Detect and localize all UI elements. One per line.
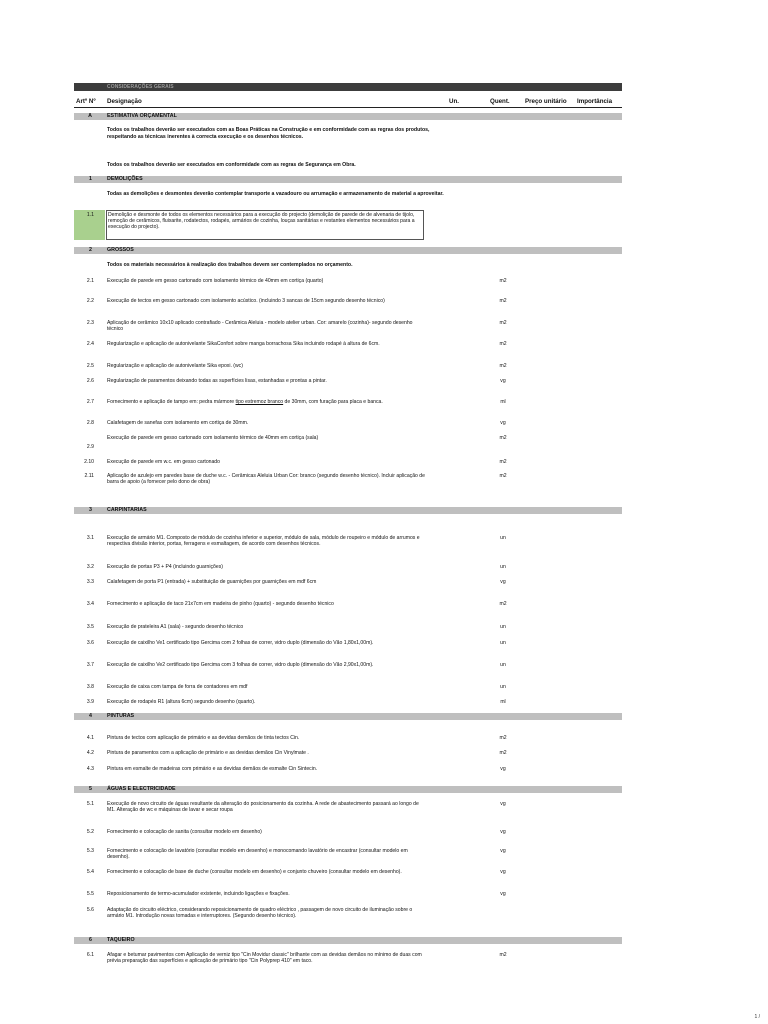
item-number: 2.1 bbox=[86, 278, 94, 284]
item-number: 4.2 bbox=[86, 750, 94, 756]
item-description: Execução de parede em w.c. em gesso cartonado bbox=[107, 459, 220, 465]
section-number: 6 bbox=[89, 937, 92, 943]
item-description: Demolição e desmonte de todos os elementos necessários para a execução do projecto (demolição de parede de de alvenaria de tijolo, remoção de cerâmicos, fluixarite, rodatectos, rodapés, armários de cozinha, louças sanitárias e restantes elementos necessários para a execução do projecto). bbox=[108, 212, 415, 231]
item-unit: m2 bbox=[499, 750, 507, 756]
item-description-underlined: tipo estremoz branco bbox=[235, 399, 284, 405]
item-unit: un bbox=[500, 564, 506, 570]
section-label: ÁGUAS E ELECTRICIDADE bbox=[107, 786, 176, 792]
title-bar bbox=[74, 83, 622, 91]
item-description: Afagar e betumar pavimentos com Aplicação de verniz tipo "Cin Movidur classic" brilhante com as devidas demãos no mínimo de duas com prévia preparação das superfícies e aplicação de primário tipo "Cin Polyprep 410" em taco. bbox=[107, 952, 422, 965]
item-unit: m2 bbox=[499, 473, 507, 479]
item-number: 4.1 bbox=[86, 735, 94, 741]
item-unit: m2 bbox=[499, 435, 507, 441]
item-number: 1.1 bbox=[86, 212, 94, 218]
item-unit: vg bbox=[500, 766, 506, 772]
page-number: 1 / bbox=[754, 1014, 760, 1020]
item-description: Aplicação de azulejo em paredes base de duche w.c. - Cerâmicas Aleluia Urban Cor: branco (segundo desenho técnico). Incluir aplicação de barra de apoio (a fornecer pelo dono de obra) bbox=[107, 473, 425, 486]
item-description-part: Fornecimento e aplicação de tampo em: pedra mármore bbox=[107, 399, 236, 405]
item-number: 5.4 bbox=[86, 869, 94, 875]
item-number: 2.8 bbox=[86, 420, 94, 426]
section-header bbox=[74, 176, 622, 183]
item-unit: vg bbox=[500, 378, 506, 384]
item-unit: vg bbox=[500, 848, 506, 854]
item-unit: un bbox=[500, 662, 506, 668]
item-description: Reposicionamento de termo-acumulador existente, incluindo ligações e fixações. bbox=[107, 891, 290, 897]
section-header bbox=[74, 713, 622, 720]
item-number: 3.3 bbox=[86, 579, 94, 585]
item-number: 5.2 bbox=[86, 829, 94, 835]
item-number: 2.10 bbox=[84, 459, 94, 465]
section-number: 1 bbox=[89, 176, 92, 182]
item-description: Execução de armário M1. Composto de módulo de cozinha inferior e superior, módulo de sala, módulo de roupeiro e módulo de arrumos e respectiva divisão interior, portas, ferragens e esmaltagem, de acordo com desenhos técnicos. bbox=[107, 535, 420, 548]
item-unit: un bbox=[500, 624, 506, 630]
section-label: TAQUEIRO bbox=[107, 937, 135, 943]
item-unit: ml bbox=[500, 699, 506, 705]
item-number: 3.2 bbox=[86, 564, 94, 570]
item-description: Execução de caixilho Ve1 certificado tipo Gercima com 2 folhas de correr, vidro duplo (dimensão do Vão 1,80x1,00m). bbox=[107, 640, 374, 646]
item-description: Adaptação do circuito eléctrico, considerando reposicionamento de quadro eléctrico , passagem de novo circuito de iluminação sobre o armário M1. Introdução novas tomadas e interruptores. (Segundo desenho técnico). bbox=[107, 907, 413, 920]
general-note: Todos os trabalhos deverão ser executados em conformidade com as regras de Segurança em Obra. bbox=[107, 162, 356, 168]
item-number: 6.1 bbox=[86, 952, 94, 958]
item-number: 3.4 bbox=[86, 601, 94, 607]
item-number: 5.3 bbox=[86, 848, 94, 854]
item-number: 3.5 bbox=[86, 624, 94, 630]
item-description: Fornecimento e colocação de sanita (consultar modelo em desenho) bbox=[107, 829, 262, 835]
item-description: Pintura de tectos com aplicação de primário e as devidas demãos de tinta tectos Cin. bbox=[107, 735, 300, 741]
section-header bbox=[74, 786, 622, 793]
section-number: 4 bbox=[89, 713, 92, 719]
item-description: Execução de tectos em gesso cartonado com isolamento acústico. (incluindo 3 sancas de 15cm segundo desenho técnico) bbox=[107, 298, 385, 304]
item-unit: vg bbox=[500, 829, 506, 835]
section-label: GROSSOS bbox=[107, 247, 134, 253]
section-number: 2 bbox=[89, 247, 92, 253]
item-number: 2.9 bbox=[86, 444, 94, 450]
item-unit: m2 bbox=[499, 278, 507, 284]
title-bar-label: CONSIDERAÇÕES GERAIS bbox=[107, 84, 174, 90]
item-unit: vg bbox=[500, 801, 506, 807]
item-number: 3.8 bbox=[86, 684, 94, 690]
section-number: 3 bbox=[89, 507, 92, 513]
item-number: 3.1 bbox=[86, 535, 94, 541]
item-number: 5.5 bbox=[86, 891, 94, 897]
item-description bbox=[107, 399, 427, 405]
item-number: 3.6 bbox=[86, 640, 94, 646]
item-description: Calafetagem de porta P1 (entrada) + substituição de guarnições por guarnições em mdf 6cm bbox=[107, 579, 317, 585]
header-un: Un. bbox=[449, 98, 459, 105]
item-description: Pintura de paramentos com a aplicação de primário e as devidas demãos Cin Vinylmate . bbox=[107, 750, 309, 756]
section-label: CARPINTARIAS bbox=[107, 507, 147, 513]
item-unit: ml bbox=[500, 399, 506, 405]
item-number: 2.7 bbox=[86, 399, 94, 405]
general-note: Todos os trabalhos deverão ser executados com as Boas Práticas na Construção e em conformidade com as regras dos produtos, respeitando as técnicas inerentes à correcta execução e os desenhos técnicos. bbox=[107, 127, 430, 140]
item-unit: m2 bbox=[499, 298, 507, 304]
item-number: 4.3 bbox=[86, 766, 94, 772]
item-description: Fornecimento e colocação de base de duche (consultar modelo em desenho) e conjunto chuveiro (consultar modelo em desenho). bbox=[107, 869, 402, 875]
section-number: 5 bbox=[89, 786, 92, 792]
item-number: 3.7 bbox=[86, 662, 94, 668]
header-quant: Quent. bbox=[490, 98, 510, 105]
item-number: 2.11 bbox=[84, 473, 94, 479]
item-description: Execução de parede em gesso cartonado com isolamento térmico de 40mm em cortiça (sala) bbox=[107, 435, 319, 441]
item-unit: m2 bbox=[499, 952, 507, 958]
item-description: Execução de caixilho Ve2 certificado tipo Gercima com 3 folhas de correr, vidro duplo (dimensão do Vão 2,90x1,00m). bbox=[107, 662, 374, 668]
item-description: Execução de portas P3 + P4 (incluindo guarnições) bbox=[107, 564, 223, 570]
item-number: 5.6 bbox=[86, 907, 94, 913]
item-description: Pintura em esmalte de madeiras com primário e as devidas demãos de esmalte Cin Sintecin. bbox=[107, 766, 318, 772]
item-description: Execução de caixa com tampa de forra de contadores em mdf bbox=[107, 684, 248, 690]
header-designacao: Designação bbox=[107, 98, 142, 105]
table-header bbox=[74, 97, 622, 108]
section-label: PINTURAS bbox=[107, 713, 135, 719]
item-number: 2.2 bbox=[86, 298, 94, 304]
item-description: Fornecimento e aplicação de taco 21x7cm em madeira de pinho (quarto) - segundo desenho técnico bbox=[107, 601, 334, 607]
section-header bbox=[74, 113, 622, 120]
item-number: 5.1 bbox=[86, 801, 94, 807]
section-label: DEMOLIÇÕES bbox=[107, 176, 143, 182]
item-description: Regularização e aplicação de autonivelante Sika epoxi. (wc) bbox=[107, 363, 243, 369]
item-description-box bbox=[106, 210, 424, 240]
section-header bbox=[74, 507, 622, 514]
item-unit: m2 bbox=[499, 320, 507, 326]
item-description: Regularização e aplicação de autonivelante SikaConfort sobre manga borrachosa Sika incluindo rodapé à altura de 6cm. bbox=[107, 341, 380, 347]
item-number: 2.4 bbox=[86, 341, 94, 347]
item-unit: vg bbox=[500, 420, 506, 426]
item-description: Aplicação de cerâmico 10x10 aplicado contrafiado - Cerâmica Aleluia - modelo atelier urban. Cor: amarelo (cozinha)- segundo desenho técnico bbox=[107, 320, 413, 333]
item-description: Execução de rodapés R1 (altura 6cm) segundo desenho (quarto). bbox=[107, 699, 256, 705]
item-unit: un bbox=[500, 535, 506, 541]
general-note: Todas as demolições e desmontes deverão contemplar transporte a vazadouro ou arrumação e armazenamento de material a aproveitar. bbox=[107, 191, 444, 197]
general-note: Todos os materiais necessários à realização dos trabalhos devem ser contemplados no orçamento. bbox=[107, 262, 353, 268]
header-art: Artº Nº bbox=[76, 98, 96, 105]
item-description: Execução de novo circuito de águas resultante da alteração do posicionamento da cozinha. A rede de abastecimento passará ao longo de M1. Alteração de wc e máquinas de lavar e secar roupa bbox=[107, 801, 419, 814]
item-unit: m2 bbox=[499, 601, 507, 607]
item-number: 2.5 bbox=[86, 363, 94, 369]
item-unit: m2 bbox=[499, 459, 507, 465]
item-description: Calafetagem de sanefas com isolamento em cortiça de 30mm. bbox=[107, 420, 249, 426]
item-number: 3.9 bbox=[86, 699, 94, 705]
section-number: A bbox=[88, 113, 92, 119]
section-label: ESTIMATIVA ORÇAMENTAL bbox=[107, 113, 177, 119]
section-header bbox=[74, 247, 622, 254]
section-header bbox=[74, 937, 622, 944]
item-description-part: de 30mm, com furação para placa e banca. bbox=[283, 399, 383, 405]
item-unit: m2 bbox=[499, 363, 507, 369]
item-unit: m2 bbox=[499, 735, 507, 741]
item-description: Execução de parede em gesso cartonado com isolamento térmico de 40mm em cortiça (quarto) bbox=[107, 278, 324, 284]
item-unit: un bbox=[500, 640, 506, 646]
item-unit: vg bbox=[500, 869, 506, 875]
item-number: 2.6 bbox=[86, 378, 94, 384]
header-importancia: Importância bbox=[577, 98, 613, 105]
item-number: 2.3 bbox=[86, 320, 94, 326]
item-unit: vg bbox=[500, 891, 506, 897]
item-description: Regularização de paramentos deixando todas as superfícies lisas, estanhadas e prontas a pintar. bbox=[107, 378, 327, 384]
item-description: Execução de prateleira A1 (sala) - segundo desenho técnico bbox=[107, 624, 244, 630]
item-unit: m2 bbox=[499, 341, 507, 347]
item-unit: vg bbox=[500, 579, 506, 585]
item-description: Fornecimento e colocação de lavatório (consultar modelo em desenho) e monocomando lavatório de encastrar (consultar modelo em desenho). bbox=[107, 848, 408, 861]
header-preco: Preço unitário bbox=[525, 98, 567, 105]
item-unit: un bbox=[500, 684, 506, 690]
